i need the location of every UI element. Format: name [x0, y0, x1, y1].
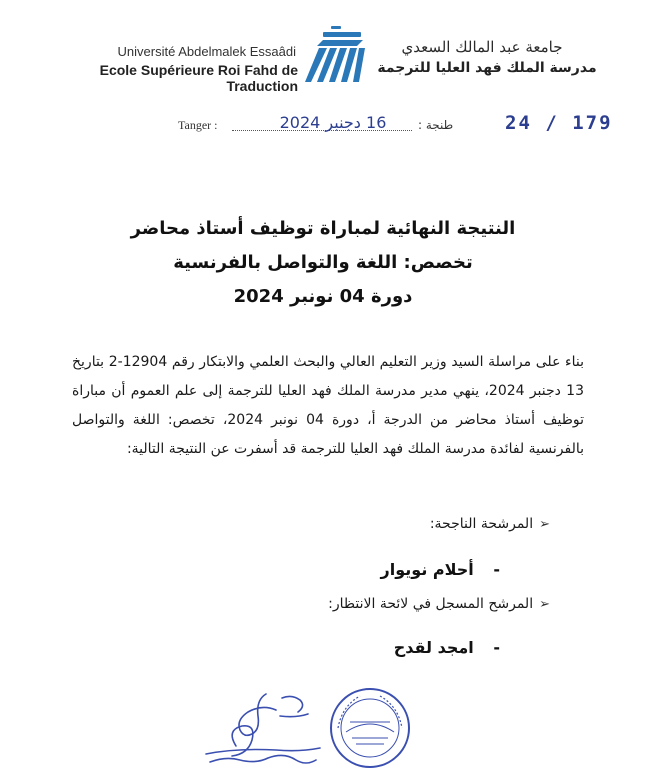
title-line-1: النتيجة النهائية لمباراة توظيف أستاذ محاضر — [130, 218, 516, 239]
title-line-3: دورة 04 نونبر 2024 — [233, 286, 413, 307]
reference-number: 24 / 179 — [505, 112, 613, 134]
school-logo-icon — [303, 26, 369, 84]
city-label-ar: طنجة : — [418, 118, 454, 132]
dash-bullet: - — [493, 560, 500, 579]
successful-candidate-label — [430, 516, 550, 532]
arabic-school-name: مدرسة الملك فهد العليا للترجمة — [377, 60, 597, 76]
successful-name-text: أحلام نويوار — [380, 560, 474, 579]
waitlist-candidate-label — [328, 596, 550, 612]
title-line-2: تخصص: اللغة والتواصل بالفرنسية — [173, 252, 473, 273]
city-label-fr: Tanger : — [178, 118, 218, 132]
director-signature-icon — [196, 690, 326, 770]
handwritten-date: 16 دجنبر 2024 — [279, 113, 387, 132]
latin-school-name: Ecole Supérieure Roi Fahd de Traduction — [99, 62, 298, 94]
official-stamp-icon — [328, 686, 412, 770]
waitlist-name-text: امجد لقدح — [393, 638, 474, 657]
arrow-bullet-icon: ➢ — [539, 516, 550, 532]
dash-bullet: - — [493, 638, 500, 657]
latin-university-name: Université Abdelmalek Essaâdi — [117, 44, 296, 59]
body-paragraph: بناء على مراسلة السيد وزير التعليم العالي والبحث العلمي والابتكار رقم 12904-2 بتاريخ 13 دجنبر 2024، ينهي مدير مدرسة الملك فهد العليا للترجمة إلى علم العموم أن مباراة توظيف أستاذ محاضر من الدرجة أ، دورة 04 نونبر 2024، تخصص: اللغة والتواصل بالفرنسية لفائدة مدرسة الملك فهد العليا للترجمة قد أسفرت عن النتيجة التالية: — [72, 354, 585, 457]
waitlist-candidate-name — [394, 638, 500, 657]
arabic-university-name: جامعة عبد المالك السعدي — [401, 38, 563, 56]
successful-label-text: المرشحة الناجحة: — [429, 516, 534, 532]
arrow-bullet-icon: ➢ — [539, 596, 550, 612]
successful-candidate-name — [381, 560, 500, 579]
waitlist-label-text: المرشح المسجل في لائحة الانتظار: — [328, 596, 534, 612]
